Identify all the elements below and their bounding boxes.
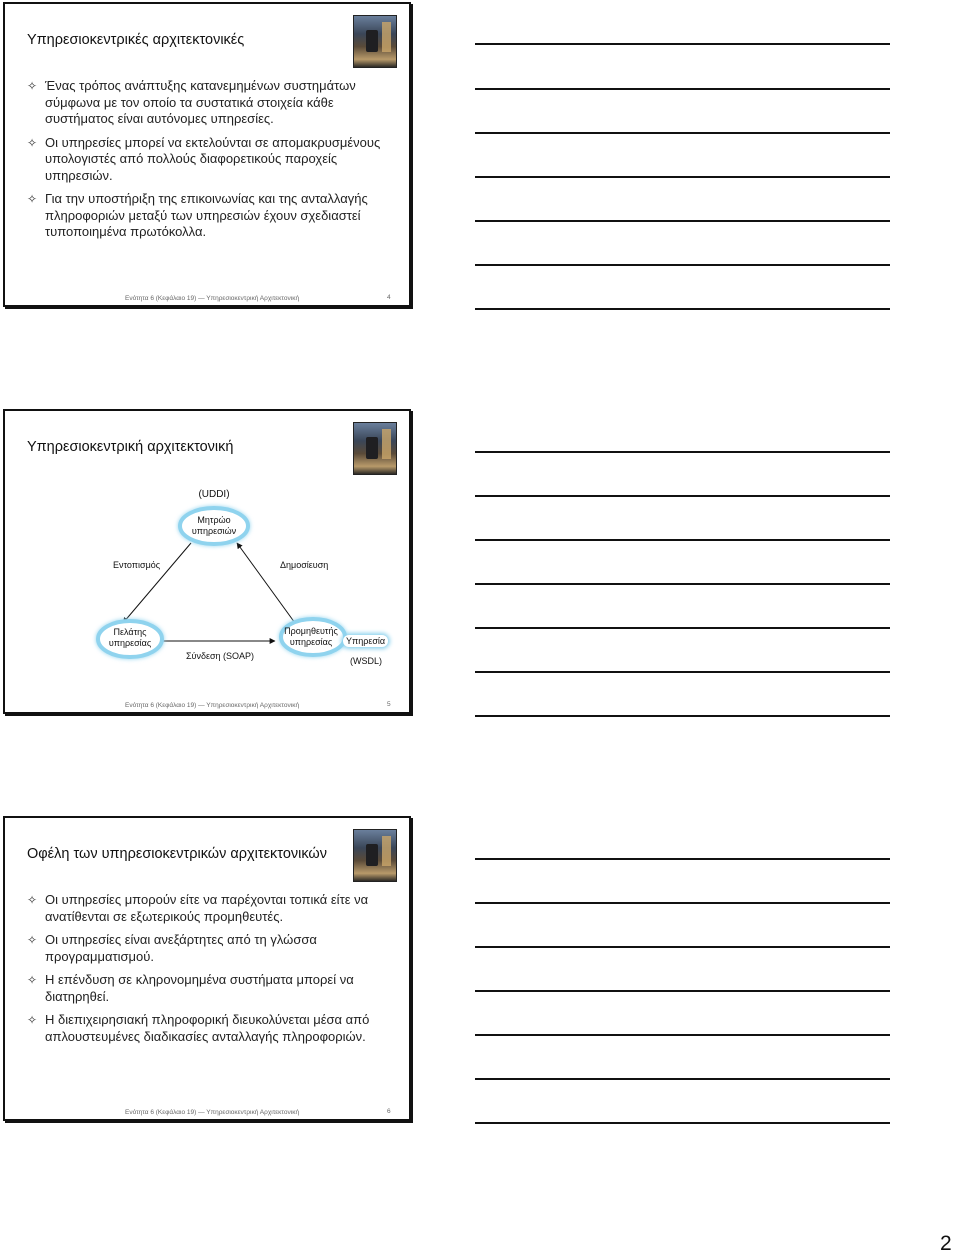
note-line xyxy=(475,451,890,453)
slide-5 xyxy=(3,409,411,714)
slide-footer: Ενότητα 6 (Κεφάλαιο 19) — Υπηρεσιοκεντρική Αρχιτεκτονική xyxy=(125,1109,300,1116)
requester-label-1: Πελάτης xyxy=(113,627,147,637)
slide-title: Υπηρεσιοκεντρική αρχιτεκτονική xyxy=(27,439,234,455)
slide-6 xyxy=(3,816,411,1121)
requester-label-2: υπηρεσίας xyxy=(108,638,152,648)
note-line xyxy=(475,220,890,222)
publish-arrow xyxy=(237,543,295,623)
sheet-page-number: 2 xyxy=(940,1232,952,1255)
bullet-star-icon: ✧ xyxy=(27,973,38,987)
slide-thumbnail-image xyxy=(353,829,397,882)
bullet-list xyxy=(27,78,397,248)
note-line xyxy=(475,88,890,90)
registry-label-2: υπηρεσιών xyxy=(191,526,237,536)
note-line xyxy=(475,176,890,178)
note-line xyxy=(475,1078,890,1080)
service-label: Υπηρεσία xyxy=(343,635,388,647)
bullet-item: ✧ Ένας τρόπος ανάπτυξης κατανεμημένων συστημάτων σύμφωνα με τον οποίο τα συστατικά στοιχεία κάθε συστήματος είναι αυτόνομες υπηρεσίες. xyxy=(27,78,356,126)
note-line xyxy=(475,1034,890,1036)
note-line xyxy=(475,495,890,497)
bullet-item: ✧ Οι υπηρεσίες μπορούν είτε να παρέχονται τοπικά είτε να ανατίθενται σε εξωτερικούς προμηθευτές. xyxy=(27,892,369,924)
note-line xyxy=(475,583,890,585)
bind-label: Σύνδεση (SOAP) xyxy=(185,651,255,661)
slide-thumbnail-image xyxy=(353,15,397,68)
publish-label: Δημοσίευση xyxy=(280,560,329,570)
bullet-star-icon: ✧ xyxy=(27,1013,38,1027)
note-line xyxy=(475,990,890,992)
bullet-item: ✧ Για την υποστήριξη της επικοινωνίας και της ανταλλαγής πληροφοριών μεταξύ των υπηρεσιών έχουν σχεδιαστεί τυποποιημένα πρωτόκολλα. xyxy=(27,191,368,239)
bullet-star-icon: ✧ xyxy=(27,79,38,93)
provider-label-1: Προμηθευτής xyxy=(284,626,338,636)
note-line xyxy=(475,132,890,134)
bullet-list xyxy=(27,892,397,1052)
note-line xyxy=(475,308,890,310)
registry-label-1: Μητρώο xyxy=(197,515,231,525)
note-line xyxy=(475,946,890,948)
service-tag: (WSDL) xyxy=(350,656,382,666)
bullet-item: ✧ Οι υπηρεσίες μπορεί να εκτελούνται σε απομακρυσμένους υπολογιστές από πολλούς διαφορετικούς παροχείς υπηρεσιών. xyxy=(27,134,381,183)
note-line xyxy=(475,671,890,673)
note-line xyxy=(475,264,890,266)
find-arrow xyxy=(123,543,191,623)
slide-page-number: 4 xyxy=(387,294,391,301)
find-label: Εντοπισμός xyxy=(113,560,161,570)
soa-diagram xyxy=(85,489,382,673)
note-line xyxy=(475,627,890,629)
note-line xyxy=(475,539,890,541)
note-line xyxy=(475,1122,890,1124)
slide-page-number: 5 xyxy=(387,701,391,708)
slide-title: Οφέλη των υπηρεσιοκεντρικών αρχιτεκτονικών xyxy=(27,846,327,862)
bullet-star-icon: ✧ xyxy=(27,933,38,947)
note-line xyxy=(475,43,890,45)
bullet-item: ✧ Η διεπιχειρησιακή πληροφορική διευκολύνεται μέσα από απλουστευμένες διαδικασίες ανταλλαγής πληροφοριών. xyxy=(27,1012,370,1044)
note-line xyxy=(475,902,890,904)
slide-title: Υπηρεσιοκεντρικές αρχιτεκτονικές xyxy=(27,32,245,48)
slide-page-number: 6 xyxy=(387,1108,391,1115)
note-line xyxy=(475,858,890,860)
slide-thumbnail-image xyxy=(353,422,397,475)
note-line xyxy=(475,715,890,717)
bullet-item: ✧ Οι υπηρεσίες είναι ανεξάρτητες από τη γλώσσα προγραμματισμού. xyxy=(27,932,317,964)
bullet-star-icon: ✧ xyxy=(27,893,38,907)
bullet-star-icon: ✧ xyxy=(27,192,38,206)
provider-label-2: υπηρεσίας xyxy=(289,637,333,647)
slide-footer: Ενότητα 6 (Κεφάλαιο 19) — Υπηρεσιοκεντρική Αρχιτεκτονική xyxy=(125,295,300,302)
bullet-star-icon: ✧ xyxy=(27,135,38,150)
registry-tag: (UDDI) xyxy=(198,489,230,500)
slide-footer: Ενότητα 6 (Κεφάλαιο 19) — Υπηρεσιοκεντρική Αρχιτεκτονική xyxy=(125,702,300,709)
bullet-item: ✧ Η επένδυση σε κληρονομημένα συστήματα μπορεί να διατηρηθεί. xyxy=(27,972,354,1004)
slide-4 xyxy=(3,2,411,307)
